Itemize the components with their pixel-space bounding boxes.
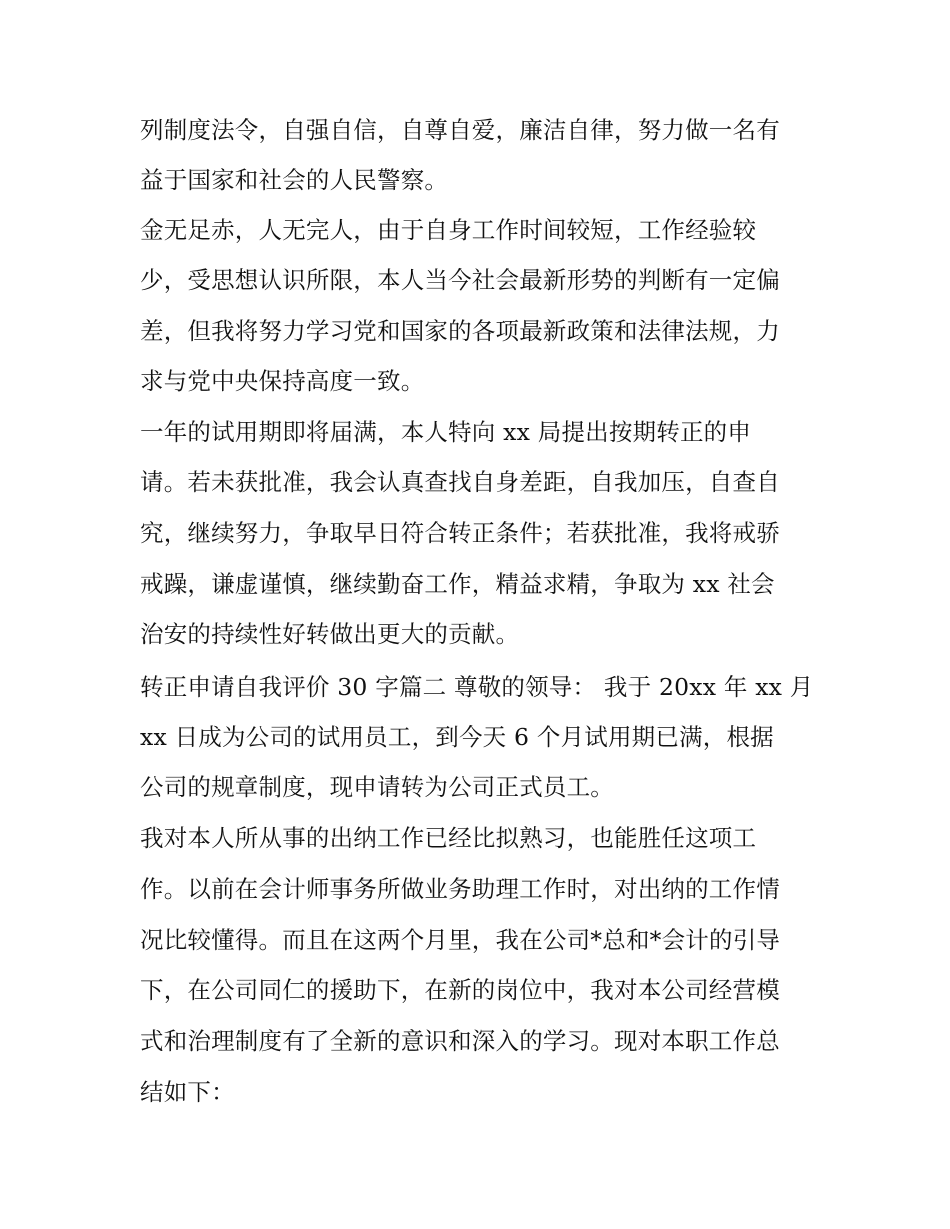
text-line: 请。若未获批准，我会认真查找自身差距，自我加压，自查自	[140, 468, 780, 496]
text-line: 式和治理制度有了全新的意识和深入的学习。现对本职工作总	[140, 1027, 780, 1055]
text-line: 作。以前在会计师事务所做业务助理工作时，对出纳的工作情	[140, 875, 780, 903]
text-line: 差，但我将努力学习党和国家的各项最新政策和法律法规，力	[140, 317, 780, 345]
text-line: 益于国家和社会的人民警察。	[140, 166, 449, 194]
text-line: 转正申请自我评价 30 字篇二 尊敬的领导： 我于 20xx 年 xx 月	[140, 673, 814, 701]
text-line: 结如下：	[140, 1078, 235, 1106]
text-line: 公司的规章制度，现申请转为公司正式员工。	[140, 773, 614, 801]
text-line: xx 日成为公司的试用员工，到今天 6 个月试用期已满，根据	[140, 723, 774, 751]
text-line: 戒躁，谦虚谨慎，继续勤奋工作，精益求精，争取为 xx 社会	[140, 570, 775, 598]
text-line: 列制度法令，自强自信，自尊自爱，廉洁自律，努力做一名有	[140, 116, 780, 144]
text-line: 况比较懂得。而且在这两个月里，我在公司*总和*会计的引导	[140, 926, 781, 954]
text-line: 我对本人所从事的出纳工作已经比拟熟习，也能胜任这项工	[140, 824, 757, 852]
text-line: 少，受思想认识所限，本人当今社会最新形势的判断有一定偏	[140, 266, 780, 294]
text-line: 究，继续努力，争取早日符合转正条件；若获批准，我将戒骄	[140, 519, 780, 547]
text-line: 求与党中央保持高度一致。	[140, 367, 425, 395]
text-line: 一年的试用期即将届满，本人特向 xx 局提出按期转正的申	[140, 418, 752, 446]
text-line: 下，在公司同仁的援助下，在新的岗位中，我对本公司经营模	[140, 976, 780, 1004]
text-line: 金无足赤，人无完人，由于自身工作时间较短，工作经验较	[140, 216, 757, 244]
text-line: 治安的持续性好转做出更大的贡献。	[140, 620, 520, 648]
